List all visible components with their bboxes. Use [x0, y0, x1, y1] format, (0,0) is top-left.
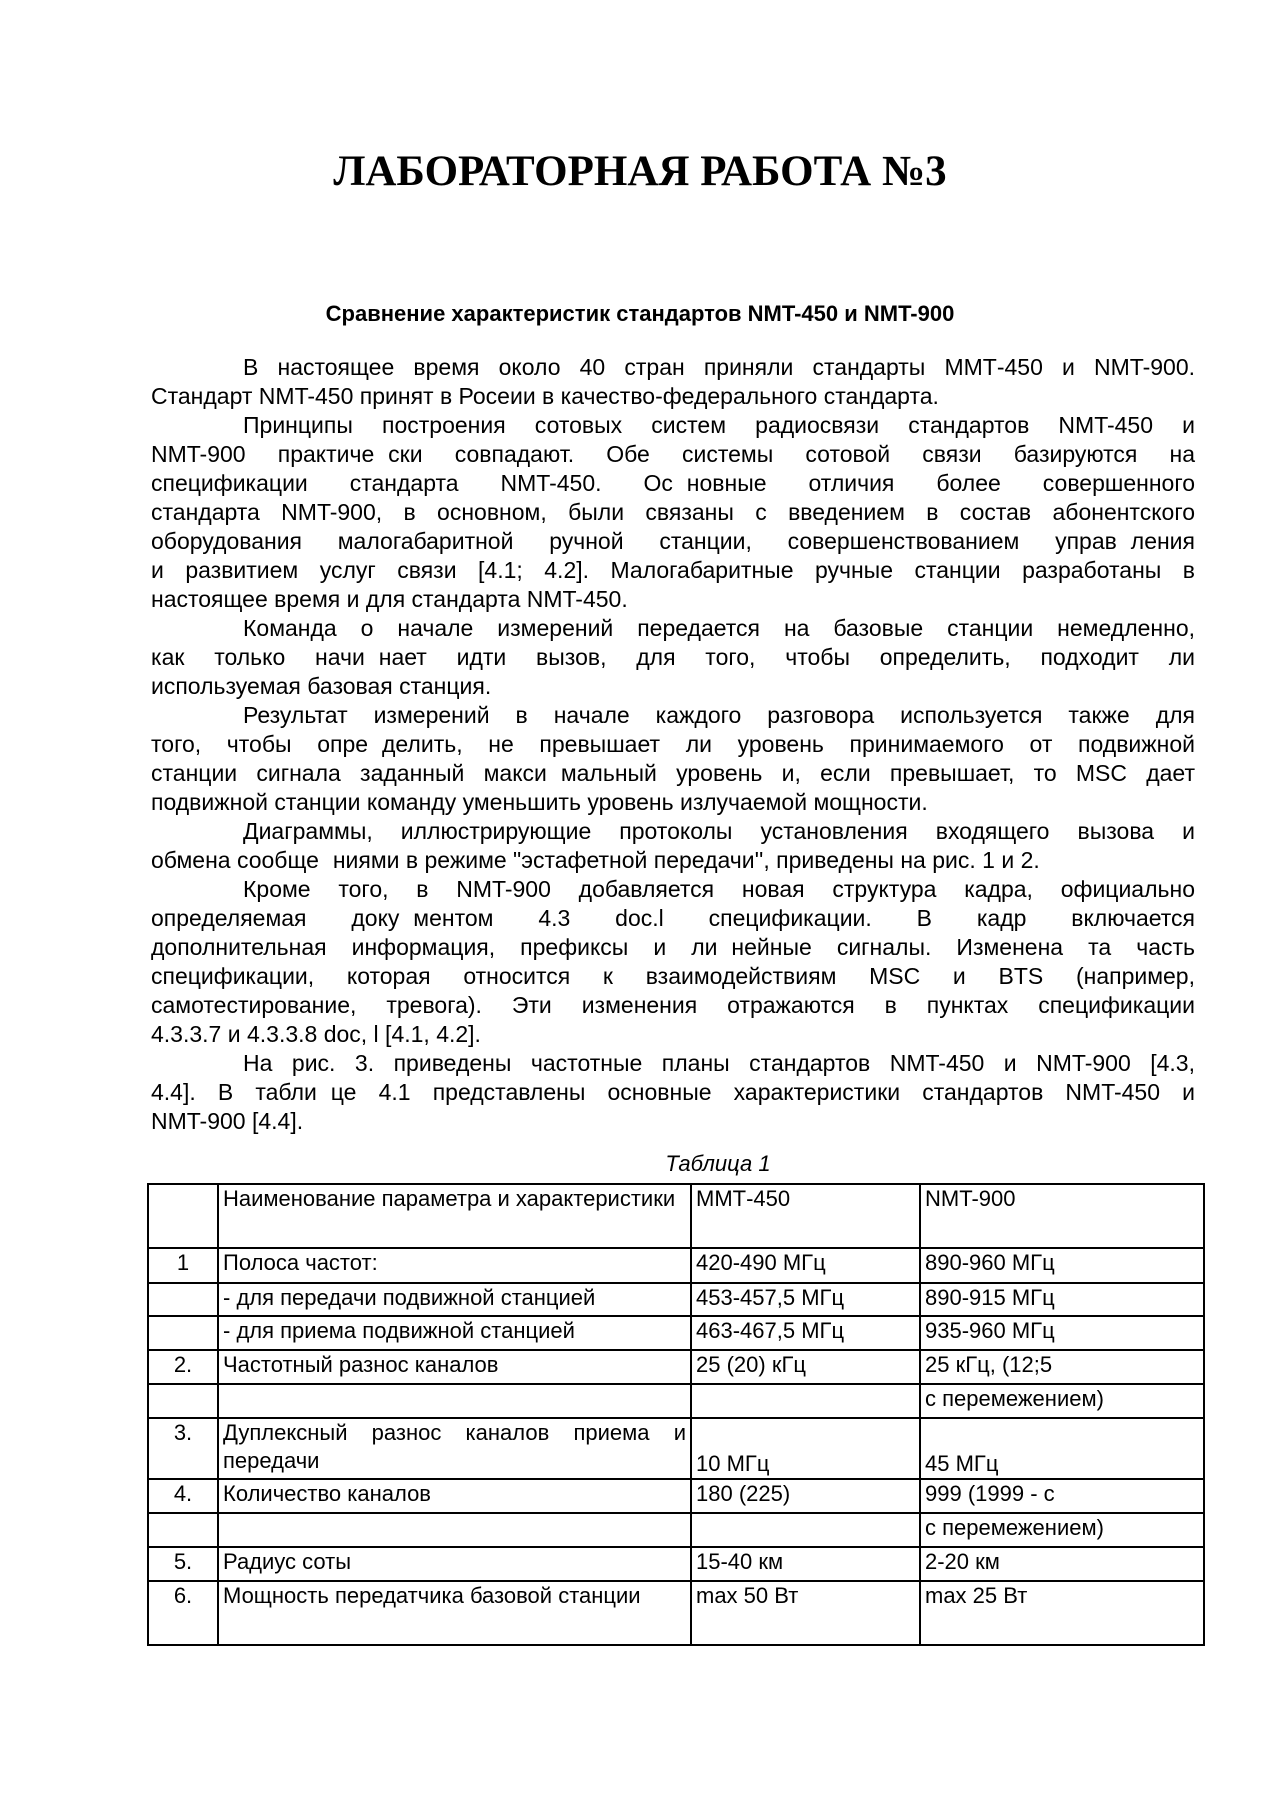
- paragraph-line: Результат измерений в начале каждого разговора используется также для: [243, 702, 1195, 728]
- row-number-cell: 2.: [148, 1350, 218, 1384]
- row-number-cell: 4.: [148, 1479, 218, 1513]
- table-row: [148, 1479, 1204, 1513]
- paragraph-line: оборудования малогабаритной ручной станции, совершенствованием управления: [151, 528, 1195, 554]
- nmt450-value-cell: 10 МГц: [691, 1418, 920, 1479]
- paragraph-line: 4.3.3.7 и 4.3.3.8 doc, l [4.1, 4.2].: [151, 1021, 481, 1047]
- nmt450-value-cell: ММТ-450: [691, 1184, 920, 1248]
- paragraph-line: настоящее время и для стандарта NMT-450.: [151, 586, 628, 612]
- nmt900-value-cell: 2-20 км: [920, 1547, 1204, 1581]
- nmt900-value-cell: 890-915 МГц: [920, 1283, 1204, 1316]
- paragraph-line: и развитием услуг связи [4.1; 4.2]. Малогабаритные ручные станции разработаны в: [151, 557, 1195, 583]
- paragraph-line: 4.4]. В таблице 4.1 представлены основные характеристики стандартов NMT-450 и: [151, 1079, 1195, 1105]
- table-row: [148, 1581, 1204, 1645]
- nmt450-value-cell: 15-40 км: [691, 1547, 920, 1581]
- paragraph: [151, 701, 1195, 817]
- paragraph-line: Кроме того, в NMT-900 добавляется новая структура кадра, официально: [243, 876, 1195, 902]
- paragraph-line: станции сигнала заданный максимальный уровень и, если превышает, то MSC дает: [151, 760, 1195, 786]
- paragraph: [151, 411, 1195, 614]
- nmt450-value-cell: 453-457,5 МГц: [691, 1283, 920, 1316]
- paragraph: [151, 1049, 1195, 1136]
- section-subtitle: Сравнение характеристик стандартов NMT-450 и NMT-900: [325, 301, 955, 326]
- paragraph-line: NMT-900 практически совпадают. Обе системы сотовой связи базируются на: [151, 441, 1195, 467]
- paragraph-line: NMT-900 [4.4].: [151, 1108, 304, 1134]
- parameter-name-cell: Наименование параметра и характеристики: [218, 1184, 691, 1248]
- parameter-name-cell: Частотный разнос каналов: [218, 1350, 691, 1384]
- table-row: [148, 1384, 1204, 1418]
- paragraph-line: спецификации, которая относится к взаимодействиям MSC и BTS (например,: [151, 963, 1195, 989]
- nmt450-value-cell: [691, 1513, 920, 1547]
- paragraph: [151, 353, 1195, 411]
- paragraph-line: дополнительная информация, префиксы и линейные сигналы. Изменена та часть: [151, 934, 1195, 960]
- table-row: [148, 1547, 1204, 1581]
- paragraph-line: Принципы построения сотовых систем радиосвязи стандартов NMT-450 и: [243, 412, 1195, 438]
- nmt450-value-cell: 25 (20) кГц: [691, 1350, 920, 1384]
- paragraph-line: Команда о начале измерений передается на базовые станции немедленно,: [243, 615, 1195, 641]
- nmt450-value-cell: 463-467,5 МГц: [691, 1316, 920, 1350]
- paragraph-line: того, чтобы определить, не превышает ли уровень принимаемого от подвижной: [151, 731, 1195, 757]
- paragraph-line: Стандарт NMT-450 принят в Росеии в качество-федерального стандарта.: [151, 383, 939, 409]
- parameter-name-cell: - для приема подвижной станцией: [218, 1316, 691, 1350]
- parameter-name-cell: Количество каналов: [218, 1479, 691, 1513]
- row-number-cell: 5.: [148, 1547, 218, 1581]
- table-row: [148, 1350, 1204, 1384]
- nmt900-value-cell: с перемежением): [920, 1513, 1204, 1547]
- parameter-name-cell: - для передачи подвижной станцией: [218, 1283, 691, 1316]
- document-title: ЛАБОРАТОРНАЯ РАБОТА №3: [333, 148, 947, 195]
- paragraph: [151, 614, 1195, 701]
- row-number-cell: 3.: [148, 1418, 218, 1479]
- paragraph-line: спецификации стандарта NMT-450. Основные отличия более совершенного: [151, 470, 1195, 496]
- nmt450-value-cell: 180 (225): [691, 1479, 920, 1513]
- paragraph-line: обмена сообщениями в режиме "эстафетной передачи'', приведены на рис. 1 и 2.: [151, 847, 1040, 873]
- parameter-name-cell: Радиус соты: [218, 1547, 691, 1581]
- paragraph-line: На рис. 3. приведены частотные планы стандартов NMT-450 и NMT-900 [4.3,: [243, 1050, 1195, 1076]
- nmt900-value-cell: 935-960 МГц: [920, 1316, 1204, 1350]
- nmt900-value-cell: NMT-900: [920, 1184, 1204, 1248]
- parameter-name-cell: Мощность передатчика базовой станции: [218, 1581, 691, 1645]
- table-row: [148, 1283, 1204, 1316]
- table-header-row: [148, 1184, 1204, 1248]
- nmt900-value-cell: 890-960 МГц: [920, 1248, 1204, 1283]
- comparison-table: [147, 1183, 1205, 1646]
- parameter-name-cell: Полоса частот:: [218, 1248, 691, 1283]
- row-number-cell: 6.: [148, 1581, 218, 1645]
- nmt900-value-cell: 25 кГц, (12;5: [920, 1350, 1204, 1384]
- parameter-name-cell: [218, 1384, 691, 1418]
- paragraph-line: подвижной станции команду уменьшить уровень излучаемой мощности.: [151, 789, 928, 815]
- nmt900-value-cell: max 25 Вт: [920, 1581, 1204, 1645]
- table-caption: Таблица 1: [665, 1151, 771, 1176]
- row-number-cell: [148, 1184, 218, 1248]
- body-text: [151, 353, 1195, 1136]
- table-row: [148, 1418, 1204, 1479]
- paragraph-line: стандарта NMT-900, в основном, были связаны с введением в состав абонентского: [151, 499, 1195, 525]
- table-row: [148, 1513, 1204, 1547]
- nmt450-value-cell: max 50 Вт: [691, 1581, 920, 1645]
- paragraph-line: самотестирование, тревога). Эти изменения отражаются в пунктах спецификации: [151, 992, 1195, 1018]
- parameter-name-cell: [218, 1513, 691, 1547]
- nmt450-value-cell: 420-490 МГц: [691, 1248, 920, 1283]
- row-number-cell: [148, 1283, 218, 1316]
- paragraph: [151, 817, 1195, 875]
- paragraph-line: Диаграммы, иллюстрирующие протоколы установления входящего вызова и: [243, 818, 1195, 844]
- paragraph: [151, 875, 1195, 1049]
- table-row: [148, 1316, 1204, 1350]
- row-number-cell: [148, 1316, 218, 1350]
- paragraph-line: используемая базовая станция.: [151, 673, 492, 699]
- row-number-cell: [148, 1513, 218, 1547]
- paragraph-line: определяемая документом 4.3 doc.l спецификации. В кадр включается: [151, 905, 1195, 931]
- paragraph-line: как только начинает идти вызов, для того, чтобы определить, подходит ли: [151, 644, 1195, 670]
- nmt900-value-cell: 45 МГц: [920, 1418, 1204, 1479]
- row-number-cell: [148, 1384, 218, 1418]
- table-row: [148, 1248, 1204, 1283]
- row-number-cell: 1: [148, 1248, 218, 1283]
- nmt900-value-cell: 999 (1999 - с: [920, 1479, 1204, 1513]
- nmt450-value-cell: [691, 1384, 920, 1418]
- parameter-name-cell: Дуплексный разнос каналов приема и передачи: [218, 1418, 691, 1479]
- paragraph-line: В настоящее время около 40 стран приняли стандарты ММТ-450 и NMT-900.: [243, 354, 1195, 380]
- nmt900-value-cell: с перемежением): [920, 1384, 1204, 1418]
